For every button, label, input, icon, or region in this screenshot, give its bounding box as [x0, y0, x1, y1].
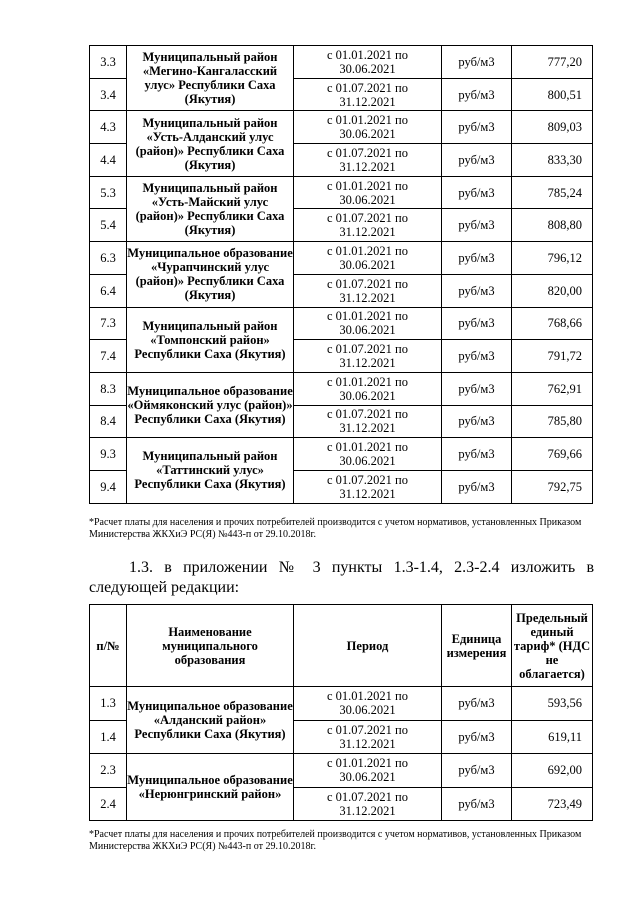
municipality-name: Муниципальный район «Усть-Алданский улус (район)» Республики Саха (Якутия) [127, 111, 294, 176]
period-cell [294, 274, 442, 307]
tariff-value: 785,80 [512, 405, 593, 438]
period-to: 31.12.2021 [339, 159, 396, 174]
table-row [90, 176, 593, 209]
period-cell [294, 78, 442, 111]
tariff-value: 777,20 [512, 46, 593, 79]
paragraph-text: 1.3. в приложении № 3 пункты 1.3-1.4, 2.3-2.4 изложить в следующей редакции: [89, 559, 594, 596]
tariff-value: 791,72 [512, 340, 593, 373]
paragraph [89, 558, 594, 598]
tariff-value: 593,56 [512, 687, 593, 721]
period-from: с 01.01.2021 по [327, 178, 408, 193]
row-number: 1.3 [90, 687, 127, 721]
row-number: 9.3 [90, 438, 127, 471]
row-number: 7.3 [90, 307, 127, 340]
unit-cell: руб/м3 [442, 111, 512, 144]
tariff-value: 809,03 [512, 111, 593, 144]
period-cell [294, 372, 442, 405]
unit-cell: руб/м3 [442, 470, 512, 503]
period-from: с 01.07.2021 по [327, 342, 408, 357]
period-to: 31.12.2021 [339, 803, 396, 818]
tariff-value: 723,49 [512, 787, 593, 821]
period-to: 30.06.2021 [339, 454, 396, 469]
period-to: 30.06.2021 [339, 323, 396, 338]
period-to: 30.06.2021 [339, 257, 396, 272]
unit-cell: руб/м3 [442, 754, 512, 788]
period-from: с 01.01.2021 по [327, 440, 408, 455]
row-number: 2.4 [90, 787, 127, 821]
header-number: п/№ [90, 605, 127, 687]
period-from: с 01.01.2021 по [327, 243, 408, 258]
tariff-value: 833,30 [512, 144, 593, 177]
tariff-value: 769,66 [512, 438, 593, 471]
row-number: 5.4 [90, 209, 127, 242]
footnote: *Расчет платы для населения и прочих потребителей производится с учетом нормативов, установленных Приказом Министерства ЖКХиЭ РС(Я) №443-п от 29.10.2018г. [89, 829, 582, 852]
unit-cell: руб/м3 [442, 438, 512, 471]
period-from: с 01.07.2021 по [327, 276, 408, 291]
period-from: с 01.01.2021 по [327, 374, 408, 389]
period-from: с 01.07.2021 по [327, 80, 408, 95]
period-to: 30.06.2021 [339, 703, 396, 718]
period-to: 30.06.2021 [339, 770, 396, 785]
period-from: с 01.07.2021 по [327, 722, 408, 737]
period-from: с 01.01.2021 по [327, 309, 408, 324]
period-to: 30.06.2021 [339, 127, 396, 142]
unit-cell: руб/м3 [442, 720, 512, 754]
period-cell [294, 470, 442, 503]
tariff-value: 619,11 [512, 720, 593, 754]
period-cell [294, 720, 442, 754]
row-number: 2.3 [90, 754, 127, 788]
row-number: 8.3 [90, 372, 127, 405]
period-cell [294, 176, 442, 209]
unit-cell: руб/м3 [442, 46, 512, 79]
header-period: Период [294, 605, 442, 687]
municipality-name: Муниципальное образование «Оймяконский улус (район)» Республики Саха (Якутия) [127, 372, 294, 437]
row-number: 4.3 [90, 111, 127, 144]
row-number: 5.3 [90, 176, 127, 209]
table-row [90, 438, 593, 471]
period-to: 31.12.2021 [339, 421, 396, 436]
unit-cell: руб/м3 [442, 687, 512, 721]
row-number: 9.4 [90, 470, 127, 503]
row-number: 1.4 [90, 720, 127, 754]
municipality-name: Муниципальный район «Томпонский район» Республики Саха (Якутия) [127, 307, 294, 372]
municipality-name: Муниципальный район «Таттинский улус» Республики Саха (Якутия) [127, 438, 294, 503]
period-from: с 01.07.2021 по [327, 145, 408, 160]
period-to: 31.12.2021 [339, 486, 396, 501]
row-number: 7.4 [90, 340, 127, 373]
period-to: 31.12.2021 [339, 225, 396, 240]
period-from: с 01.07.2021 по [327, 211, 408, 226]
table-row [90, 307, 593, 340]
row-number: 3.3 [90, 46, 127, 79]
period-from: с 01.01.2021 по [327, 756, 408, 771]
unit-cell: руб/м3 [442, 340, 512, 373]
period-cell [294, 307, 442, 340]
header-tariff: Предельный единый тариф* (НДС не облагается) [512, 605, 593, 687]
table-row [90, 111, 593, 144]
period-cell [294, 754, 442, 788]
period-cell [294, 144, 442, 177]
tariff-value: 808,80 [512, 209, 593, 242]
tariff-value: 792,75 [512, 470, 593, 503]
unit-cell: руб/м3 [442, 274, 512, 307]
municipality-name: Муниципальное образование «Чурапчинский улус (район)» Республики Саха (Якутия) [127, 242, 294, 307]
period-to: 30.06.2021 [339, 61, 396, 76]
period-cell [294, 209, 442, 242]
unit-cell: руб/м3 [442, 242, 512, 275]
unit-cell: руб/м3 [442, 209, 512, 242]
period-to: 31.12.2021 [339, 356, 396, 371]
period-to: 31.12.2021 [339, 736, 396, 751]
period-cell [294, 787, 442, 821]
tariff-value: 820,00 [512, 274, 593, 307]
tariff-value: 762,91 [512, 372, 593, 405]
unit-cell: руб/м3 [442, 78, 512, 111]
row-number: 6.3 [90, 242, 127, 275]
table-row [90, 687, 593, 721]
footnote: *Расчет платы для населения и прочих потребителей производится с учетом нормативов, установленных Приказом Министерства ЖКХиЭ РС(Я) №443-п от 29.10.2018г. [89, 517, 582, 540]
table-row [90, 46, 593, 79]
unit-cell: руб/м3 [442, 307, 512, 340]
period-from: с 01.01.2021 по [327, 689, 408, 704]
header-unit: Единица измерения [442, 605, 512, 687]
row-number: 3.4 [90, 78, 127, 111]
tariff-table-2 [89, 604, 593, 821]
period-to: 31.12.2021 [339, 94, 396, 109]
municipality-name: Муниципальный район «Усть-Майский улус (район)» Республики Саха (Якутия) [127, 176, 294, 241]
table-header-row [90, 605, 593, 687]
unit-cell: руб/м3 [442, 372, 512, 405]
period-cell [294, 242, 442, 275]
period-from: с 01.07.2021 по [327, 472, 408, 487]
tariff-value: 785,24 [512, 176, 593, 209]
period-to: 31.12.2021 [339, 290, 396, 305]
row-number: 4.4 [90, 144, 127, 177]
tariff-value: 796,12 [512, 242, 593, 275]
tariff-value: 692,00 [512, 754, 593, 788]
period-cell [294, 687, 442, 721]
table-row [90, 372, 593, 405]
unit-cell: руб/м3 [442, 176, 512, 209]
period-cell [294, 340, 442, 373]
period-from: с 01.01.2021 по [327, 47, 408, 62]
tariff-table-1 [89, 45, 593, 504]
period-to: 30.06.2021 [339, 192, 396, 207]
period-to: 30.06.2021 [339, 388, 396, 403]
tariff-value: 768,66 [512, 307, 593, 340]
period-cell [294, 111, 442, 144]
unit-cell: руб/м3 [442, 144, 512, 177]
table-row [90, 754, 593, 788]
header-name: Наименование муниципального образования [127, 605, 294, 687]
unit-cell: руб/м3 [442, 787, 512, 821]
unit-cell: руб/м3 [442, 405, 512, 438]
period-cell [294, 46, 442, 79]
period-from: с 01.01.2021 по [327, 113, 408, 128]
period-cell [294, 438, 442, 471]
period-cell [294, 405, 442, 438]
municipality-name: Муниципальное образование «Алданский район» Республики Саха (Якутия) [127, 687, 294, 754]
row-number: 8.4 [90, 405, 127, 438]
tariff-value: 800,51 [512, 78, 593, 111]
period-from: с 01.07.2021 по [327, 407, 408, 422]
municipality-name: Муниципальное образование «Нерюнгринский район» [127, 754, 294, 821]
municipality-name: Муниципальный район «Мегино-Кангаласский улус» Республики Саха (Якутия) [127, 46, 294, 111]
period-from: с 01.07.2021 по [327, 789, 408, 804]
row-number: 6.4 [90, 274, 127, 307]
table-row [90, 242, 593, 275]
